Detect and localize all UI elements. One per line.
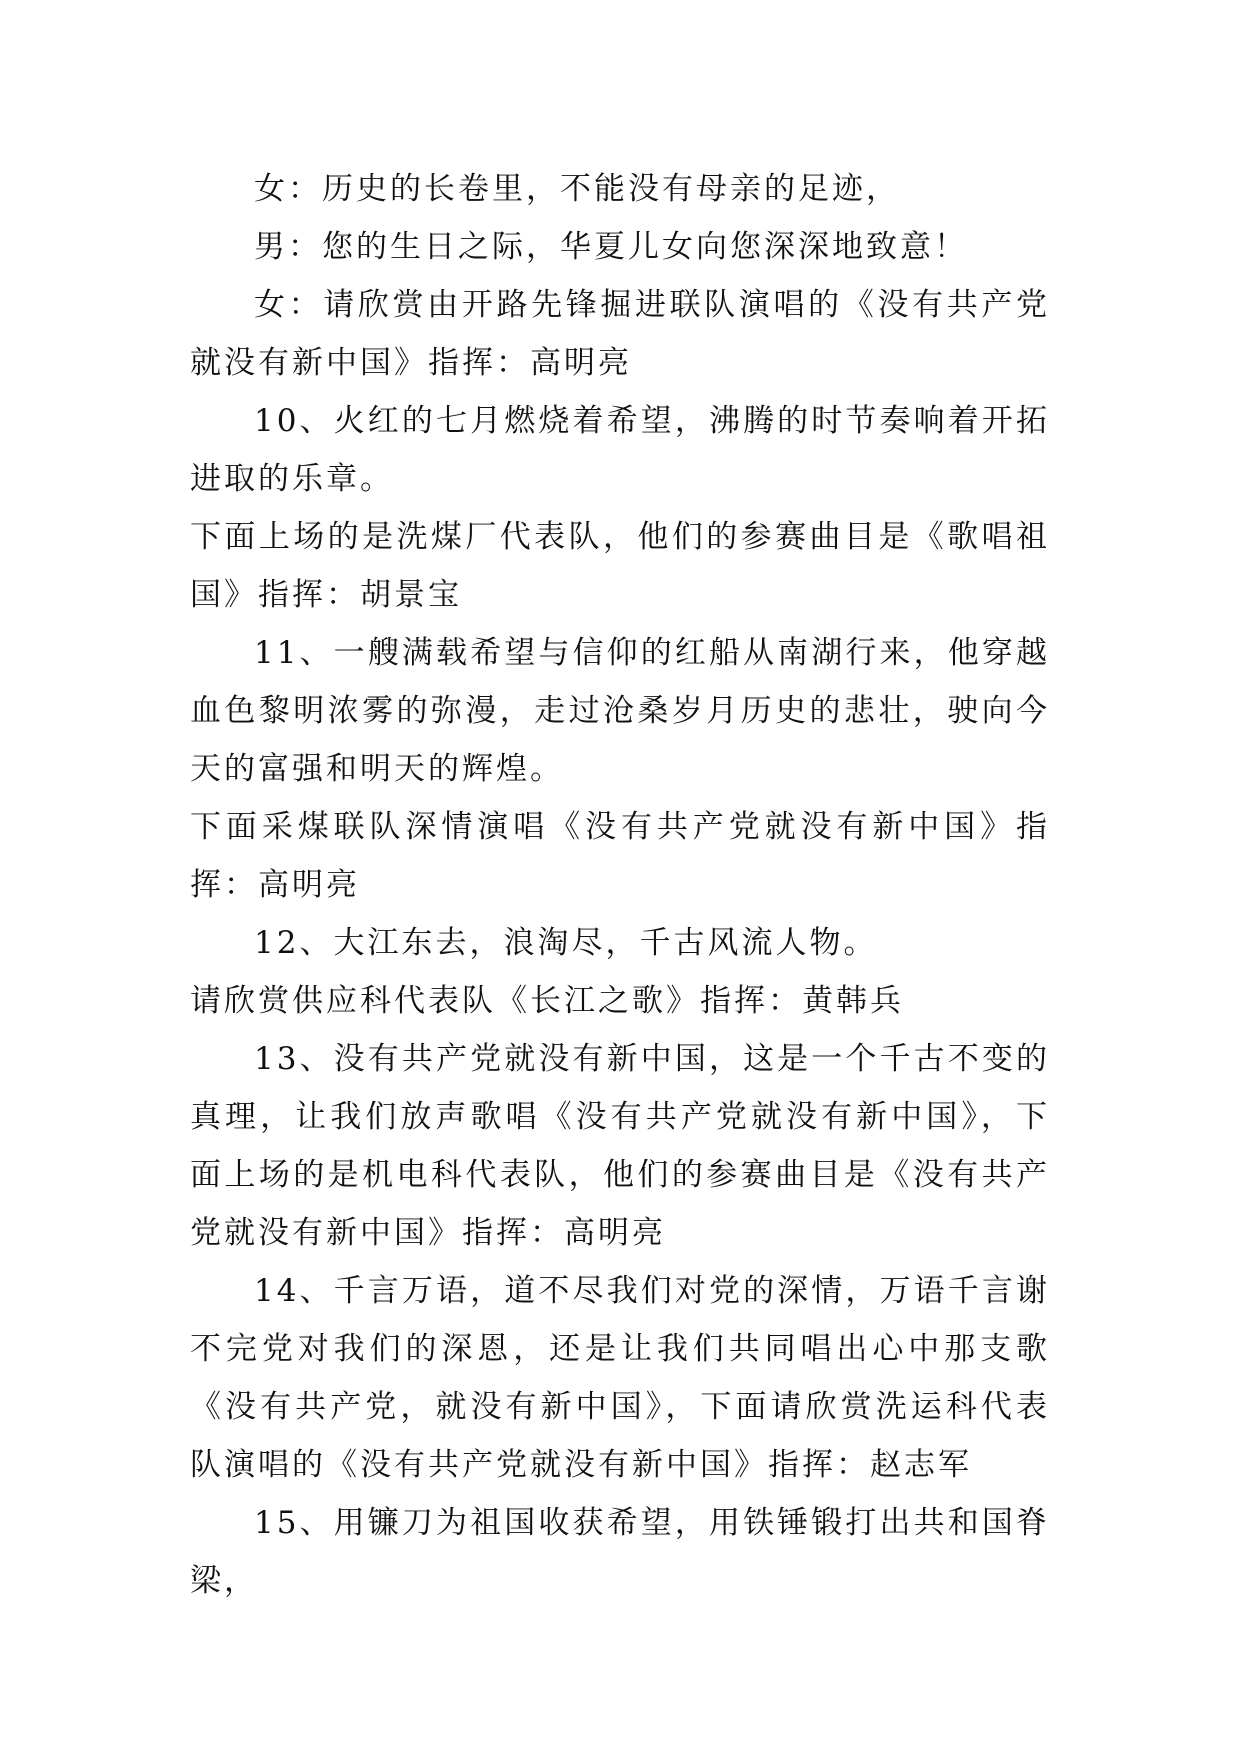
- paragraph: 11、一艘满载希望与信仰的红船从南湖行来，他穿越血色黎明浓雾的弥漫，走过沧桑岁月历史的悲壮，驶向今天的富强和明天的辉煌。: [190, 635, 1050, 787]
- paragraph: 12、大江东去，浪淘尽，千古风流人物。: [254, 925, 878, 961]
- paragraph: 请欣赏供应科代表队《长江之歌》指挥：黄韩兵: [190, 983, 904, 1019]
- paragraph: 女：历史的长卷里，不能没有母亲的足迹，: [254, 171, 900, 207]
- paragraph: 下面上场的是洗煤厂代表队，他们的参赛曲目是《歌唱祖国》指挥：胡景宝: [190, 519, 1050, 613]
- paragraph: 下面采煤联队深情演唱《没有共产党就没有新中国》指挥：高明亮: [190, 809, 1050, 903]
- paragraph: 女：请欣赏由开路先锋掘进联队演唱的《没有共产党就没有新中国》指挥：高明亮: [190, 287, 1050, 381]
- paragraph: 10、火红的七月燃烧着希望，沸腾的时节奏响着开拓进取的乐章。: [190, 403, 1050, 497]
- paragraph: 14、千言万语，道不尽我们对党的深情，万语千言谢不完党对我们的深恩，还是让我们共同唱出心中那支歌《没有共产党，就没有新中国》，下面请欣赏洗运科代表队演唱的《没有共产党就没有新中国》指挥：赵志军: [190, 1273, 1050, 1483]
- paragraph: 15、用镰刀为祖国收获希望，用铁锤锻打出共和国脊梁，: [190, 1505, 1050, 1599]
- paragraph: 男：您的生日之际，华夏儿女向您深深地致意！: [254, 229, 968, 265]
- document-body: [190, 160, 1050, 1610]
- paragraph: 13、没有共产党就没有新中国，这是一个千古不变的真理，让我们放声歌唱《没有共产党就没有新中国》，下面上场的是机电科代表队，他们的参赛曲目是《没有共产党就没有新中国》指挥：高明亮: [190, 1041, 1050, 1251]
